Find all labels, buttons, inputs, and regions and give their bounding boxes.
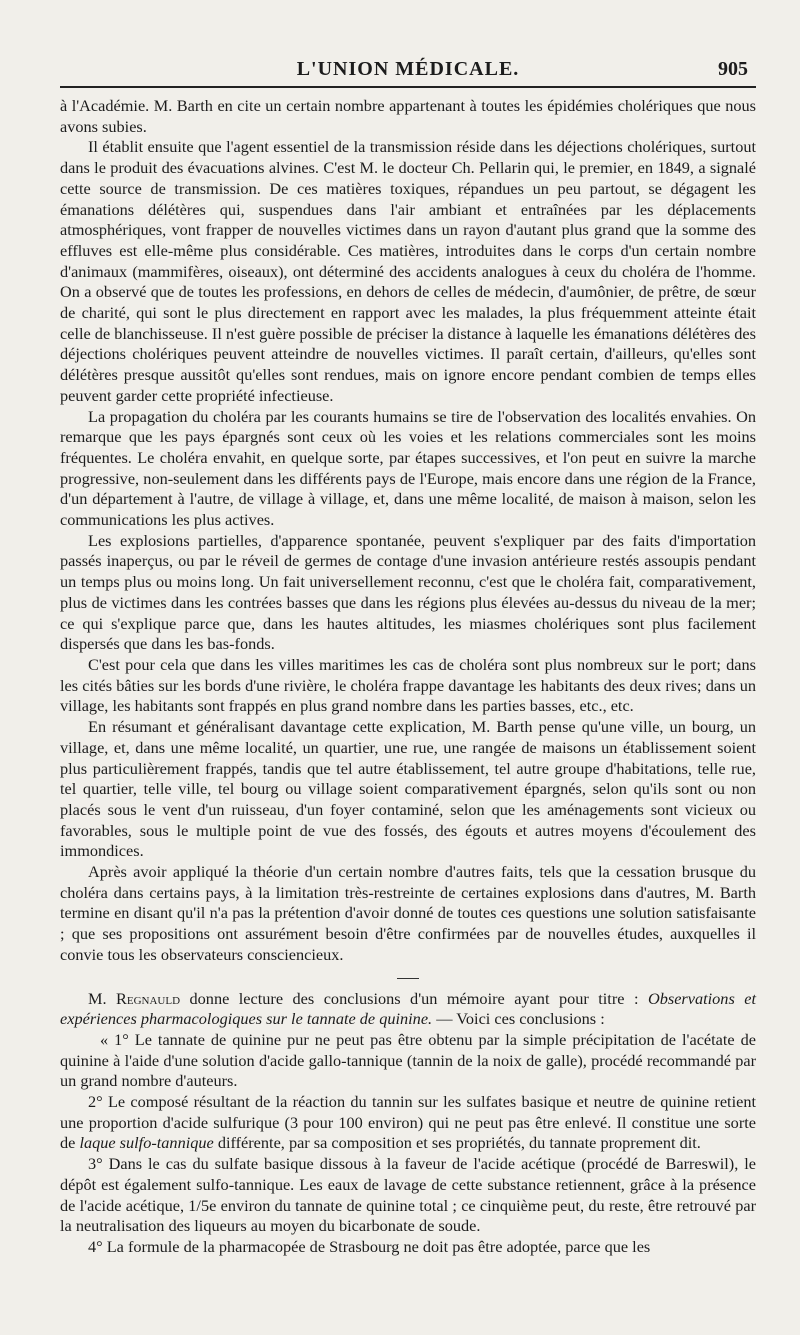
conclusion-2-text: 2° Le composé résultant de la réaction du tannin sur les sulfates basique et neutre de quinine retient une proportion d'acide sulfurique (3 pour 100 environ) qui ne peut pas être enlevé. Il constitue une sorte de <box>60 1092 756 1153</box>
running-head: L'UNION MÉDICALE. <box>296 58 520 80</box>
paragraph: à l'Académie. M. Barth en cite un certain nombre appartenant à toutes les épidémies cholériques que nous avons subies. <box>60 96 756 136</box>
conclusion-3: 3° Dans le cas du sulfate basique dissous à la faveur de l'acide acétique (procédé de Barreswil), le dépôt est également sulfo-tannique. Les eaux de lavage de cette substance retiennent, grâce à la présence de l'acide acétique, 1/5e environ du tannate de quinine total ; ce cinquième peut, du reste, être retrouvé par la neutralisation des liqueurs au moyen du bicarbonate de soude. <box>60 1154 756 1236</box>
memoir-title: Observations et expériences pharmacologiques sur le tannate de quinine. <box>60 988 757 1029</box>
conclusion-2-italic: laque sulfo-tannique <box>79 1133 214 1153</box>
page-header <box>60 56 756 88</box>
page-number: 905 <box>718 58 748 80</box>
paragraph: Il établit ensuite que l'agent essentiel de la transmission réside dans les déjections cholériques, surtout dans le produit des évacuations alvines. C'est M. le docteur Ch. Pellarin qui, le premier, en 1849, a signalé cette source de transmission. De ces matières toxiques, répandues un peu partout, se dégagent les émanations délétères qui, suspendues dans l'air ambiant et entraînées par les déplacements atmosphériques, vont frapper de nouvelles victimes dans un rayon d'autant plus grand que la somme des effluves est elle-même plus considérable. Ces matières, introduites dans le corps d'un certain nombre d'animaux (mammifères, oiseaux), ont déterminé des accidents analogues à ceux du choléra de l'homme. On a observé que de toutes les professions, en dehors de celles de médecin, d'aumônier, de prêtre, de sœur de charité, qui sont le plus directement en rapport avec les malades, la plus fréquemment atteinte était celle de blanchisseuse. Il n'est guère possible de préciser la distance à laquelle les émanations délétères des déjections cholériques peuvent atteindre de nouvelles victimes. Il paraît certain, d'ailleurs, qu'elles sont délétères presque aussitôt qu'elles sont rendues, mais on ignore encore pendant combien de temps elles peuvent garder cette propriété infectieuse. <box>60 137 756 405</box>
conclusion-4: 4° La formule de la pharmacopée de Strasbourg ne doit pas être adoptée, parce que les <box>88 1236 651 1256</box>
regnauld-after: — Voici ces conclusions : <box>432 1009 605 1029</box>
conclusion-2 <box>60 1092 756 1154</box>
paragraph: Après avoir appliqué la théorie d'un certain nombre d'autres faits, tels que la cessation brusque du choléra dans certains pays, à la limitation très-restreinte de certaines explosions dans d'autres, M. Barth termine en disant qu'il n'a pas la prétention d'avoir donné de toutes ces questions une solution satisfaisante ; que ses propositions ont assurément besoin d'être confirmées par de nouvelles études, auxquelles il convie tous les observateurs consciencieux. <box>60 862 756 964</box>
section-separator <box>397 978 419 979</box>
conclusion-2-after: différente, par sa composition et ses propriétés, du tannate proprement dit. <box>213 1133 701 1153</box>
body-text <box>60 96 756 1258</box>
conclusion-1: « 1° Le tannate de quinine pur ne peut pas être obtenu par la simple précipitation de l'acétate de quinine à l'aide d'une solution d'acide gallo-tannique (tannin de la noix de galle), procédé recommandé par un grand nombre d'auteurs. <box>60 1029 756 1091</box>
speaker-name: M. Regnauld <box>88 988 181 1008</box>
paragraph: La propagation du choléra par les courants humains se tire de l'observation des localités envahies. On remarque que les pays épargnés sont ceux où les voies et les relations commerciales sont les moins fréquentes. Le choléra envahit, en quelque sorte, par étapes successives, et l'on peut en suivre la marche progressive, non-seulement dans les différents pays de l'Europe, mais encore dans une région de la France, d'un département à l'autre, de village à village, et, dans une même localité, de maison à maison, selon les communications les plus actives. <box>60 406 756 530</box>
regnauld-paragraph <box>60 989 756 1030</box>
paragraph: Les explosions partielles, d'apparence spontanée, peuvent s'expliquer par des faits d'importation passés inaperçus, ou par le réveil de germes de contage d'une invasion antérieure restés assoupis pendant un temps plus ou moins long. Un fait universellement reconnu, c'est que le choléra fait, comparativement, plus de victimes dans les contrées basses que dans les régions plus élevées au-dessus du niveau de la mer; ce qui s'explique parce que, dans les hautes altitudes, les miasmes cholériques sont plus facilement dispersés que dans les bas-fonds. <box>60 530 756 654</box>
paragraph: C'est pour cela que dans les villes maritimes les cas de choléra sont plus nombreux sur le port; dans les cités bâties sur les bords d'une rivière, le choléra frappe davantage les habitants des deux rives; dans un village, les habitants sont frappés en plus grand nombre dans les parties basses, etc., etc. <box>60 654 756 716</box>
regnauld-intro: donne lecture des conclusions d'un mémoire ayant pour titre : <box>180 988 648 1008</box>
paragraph: En résumant et généralisant davantage cette explication, M. Barth pense qu'une ville, un bourg, un village, et, dans une même localité, un quartier, une rue, une rangée de maisons un établissement soient plus particulièrement frappés, tandis que tel autre établissement, tel autre groupe d'habitations, telle rue, tel quartier, telle ville, tel bourg ou village soient comparativement épargnés, selon qu'ils sont ou non placés sous le vent d'un ruisseau, d'un foyer contaminé, selon que les aménagements sont vicieux ou favorables, sous le multiple point de vue des fossés, des égouts et autres moyens d'écoulement des immondices. <box>60 717 756 861</box>
